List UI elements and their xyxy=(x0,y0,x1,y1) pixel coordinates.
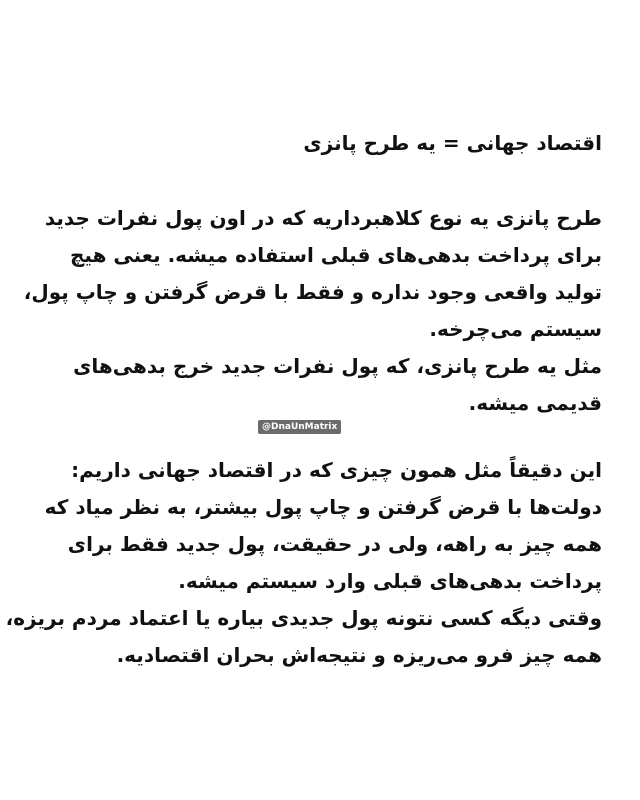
paragraph-ponzi-definition xyxy=(23,200,602,422)
paragraph-line: تولید واقعی وجود نداره و فقط با قرض گرفتن و چاپ پول، xyxy=(23,280,602,304)
paragraph-line: طرح پانزی یه نوع کلاهبرداریه که در اون پول نفرات جدید xyxy=(44,206,602,230)
paragraph-line: برای پرداخت بدهی‌های قبلی استفاده میشه. یعنی هیچ xyxy=(70,243,602,267)
paragraph-line: همه چیز فرو می‌ریزه و نتیجه‌اش بحران اقتصادیه. xyxy=(116,643,602,667)
title-text: اقتصاد جهانی = یه طرح پانزی xyxy=(303,131,602,155)
watermark-handle: @DnaUnMatrix xyxy=(258,420,341,434)
paragraph-line: وقتی دیگه کسی نتونه پول جدیدی بیاره یا اعتماد مردم بریزه، xyxy=(5,606,602,630)
paragraph-line: دولت‌ها با قرض گرفتن و چاپ پول بیشتر، به نظر میاد که xyxy=(44,495,602,519)
paragraph-line: مثل یه طرح پانزی، که پول نفرات جدید خرج بدهی‌های xyxy=(73,354,602,378)
paragraph-global-economy xyxy=(5,452,602,674)
paragraph-line: همه چیز به راهه، ولی در حقیقت، پول جدید فقط برای xyxy=(67,532,602,556)
paragraph-line: سیستم می‌چرخه. xyxy=(429,317,602,341)
paragraph-line: قدیمی میشه. xyxy=(468,391,602,415)
paragraph-line: این دقیقاً مثل همون چیزی که در اقتصاد جهانی داریم: xyxy=(71,458,602,482)
paragraph-line: پرداخت بدهی‌های قبلی وارد سیستم میشه. xyxy=(178,569,602,593)
post-title xyxy=(42,125,602,162)
